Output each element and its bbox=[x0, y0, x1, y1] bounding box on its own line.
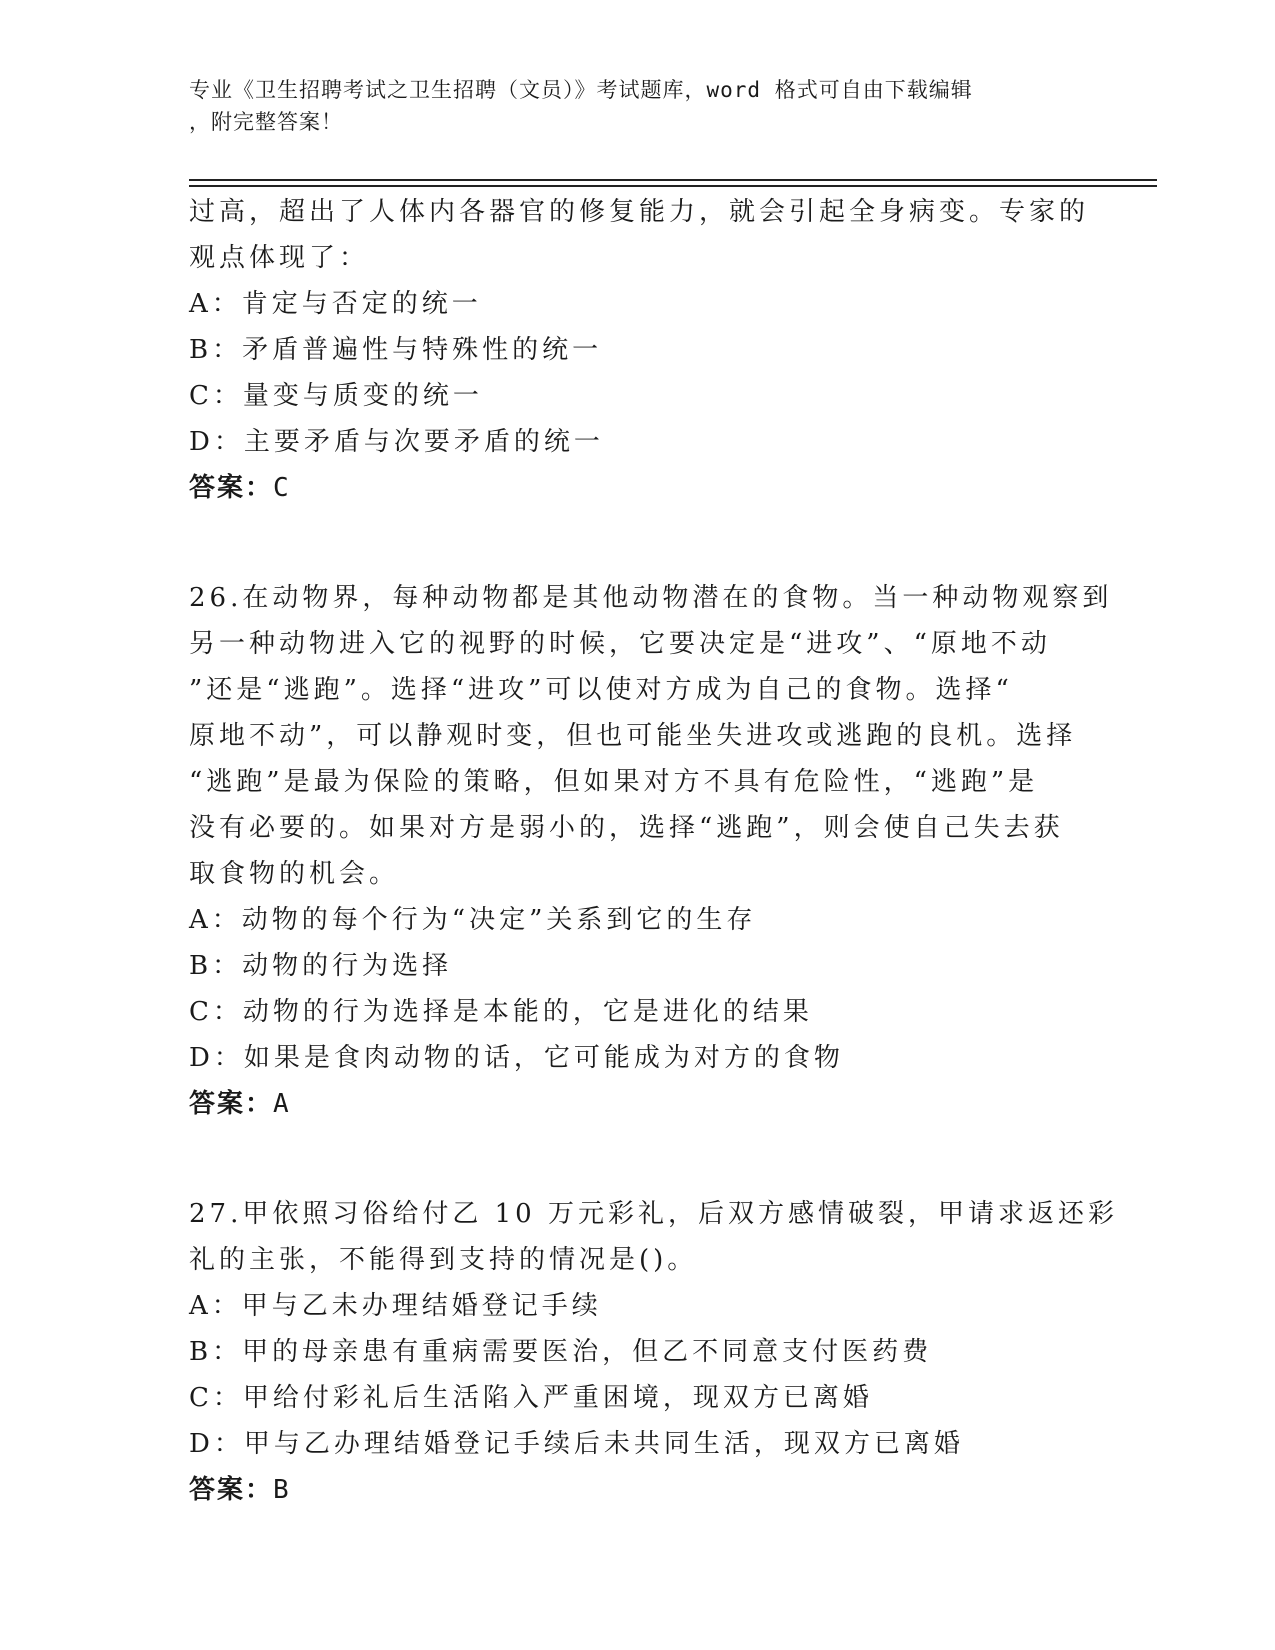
option-a: A：动物的每个行为“决定”关系到它的生存 bbox=[189, 905, 757, 935]
option-b: B：矛盾普遍性与特殊性的统一 bbox=[189, 335, 603, 365]
option-d: D：如果是食肉动物的话，它可能成为对方的食物 bbox=[189, 1043, 844, 1073]
answer-line bbox=[189, 465, 1089, 511]
option-c: C：量变与质变的统一 bbox=[189, 381, 483, 411]
question-stem-line: 原地不动”，可以静观时变，但也可能坐失进攻或逃跑的良机。选择 bbox=[189, 721, 1077, 751]
answer-label: 答案： bbox=[189, 1475, 274, 1505]
answer-value: A bbox=[273, 1089, 291, 1119]
question-stem-line: 27.甲依照习俗给付乙 10 万元彩礼，后双方感情破裂，甲请求返还彩 bbox=[189, 1199, 1118, 1229]
question-stem-line: ”还是“逃跑”。选择“进攻”可以使对方成为自己的食物。选择“ bbox=[189, 675, 1013, 705]
question-stem-line: “逃跑”是最为保险的策略，但如果对方不具有危险性，“逃跑”是 bbox=[189, 767, 1039, 797]
question-list bbox=[189, 189, 1118, 1513]
answer-label: 答案： bbox=[189, 473, 274, 503]
question-stem-line: 过高，超出了人体内各器官的修复能力，就会引起全身病变。专家的 bbox=[189, 197, 1090, 227]
option-d: D：甲与乙办理结婚登记手续后未共同生活，现双方已离婚 bbox=[189, 1429, 964, 1459]
question-stem-line: 观点体现了： bbox=[189, 243, 370, 273]
option-a: A：肯定与否定的统一 bbox=[189, 289, 482, 319]
header-line-1: 专业《卫生招聘考试之卫生招聘（文员）》考试题库，word 格式可自由下载编辑 bbox=[189, 78, 973, 102]
question-27 bbox=[189, 1191, 1118, 1513]
question-stem-line: 礼的主张，不能得到支持的情况是()。 bbox=[189, 1245, 698, 1275]
option-c: C：动物的行为选择是本能的，它是进化的结果 bbox=[189, 997, 813, 1027]
header-divider-top bbox=[189, 179, 1157, 181]
header-divider-bottom bbox=[189, 185, 1157, 187]
question-stem-line: 取食物的机会。 bbox=[189, 859, 400, 889]
question-stem-line: 26.在动物界，每种动物都是其他动物潜在的食物。当一种动物观察到 bbox=[189, 583, 1113, 613]
question-stem-line: 另一种动物进入它的视野的时候，它要决定是“进攻”、“原地不动 bbox=[189, 629, 1051, 659]
option-b: B：动物的行为选择 bbox=[189, 951, 453, 981]
option-c: C：甲给付彩礼后生活陷入严重困境，现双方已离婚 bbox=[189, 1383, 873, 1413]
answer-line bbox=[189, 1467, 1089, 1513]
header-line-2: ，附完整答案！ bbox=[189, 110, 343, 134]
question-stem-line: 没有必要的。如果对方是弱小的，选择“逃跑”，则会使自己失去获 bbox=[189, 813, 1064, 843]
question-25 bbox=[189, 189, 1089, 511]
answer-label: 答案： bbox=[189, 1089, 274, 1119]
answer-line bbox=[189, 1081, 1089, 1127]
option-b: B：甲的母亲患有重病需要医治，但乙不同意支付医药费 bbox=[189, 1337, 933, 1367]
document-header bbox=[189, 74, 1069, 138]
answer-value: C bbox=[273, 473, 291, 503]
option-a: A：甲与乙未办理结婚登记手续 bbox=[189, 1291, 602, 1321]
option-d: D：主要矛盾与次要矛盾的统一 bbox=[189, 427, 604, 457]
answer-value: B bbox=[273, 1475, 291, 1505]
question-26 bbox=[189, 575, 1113, 1127]
